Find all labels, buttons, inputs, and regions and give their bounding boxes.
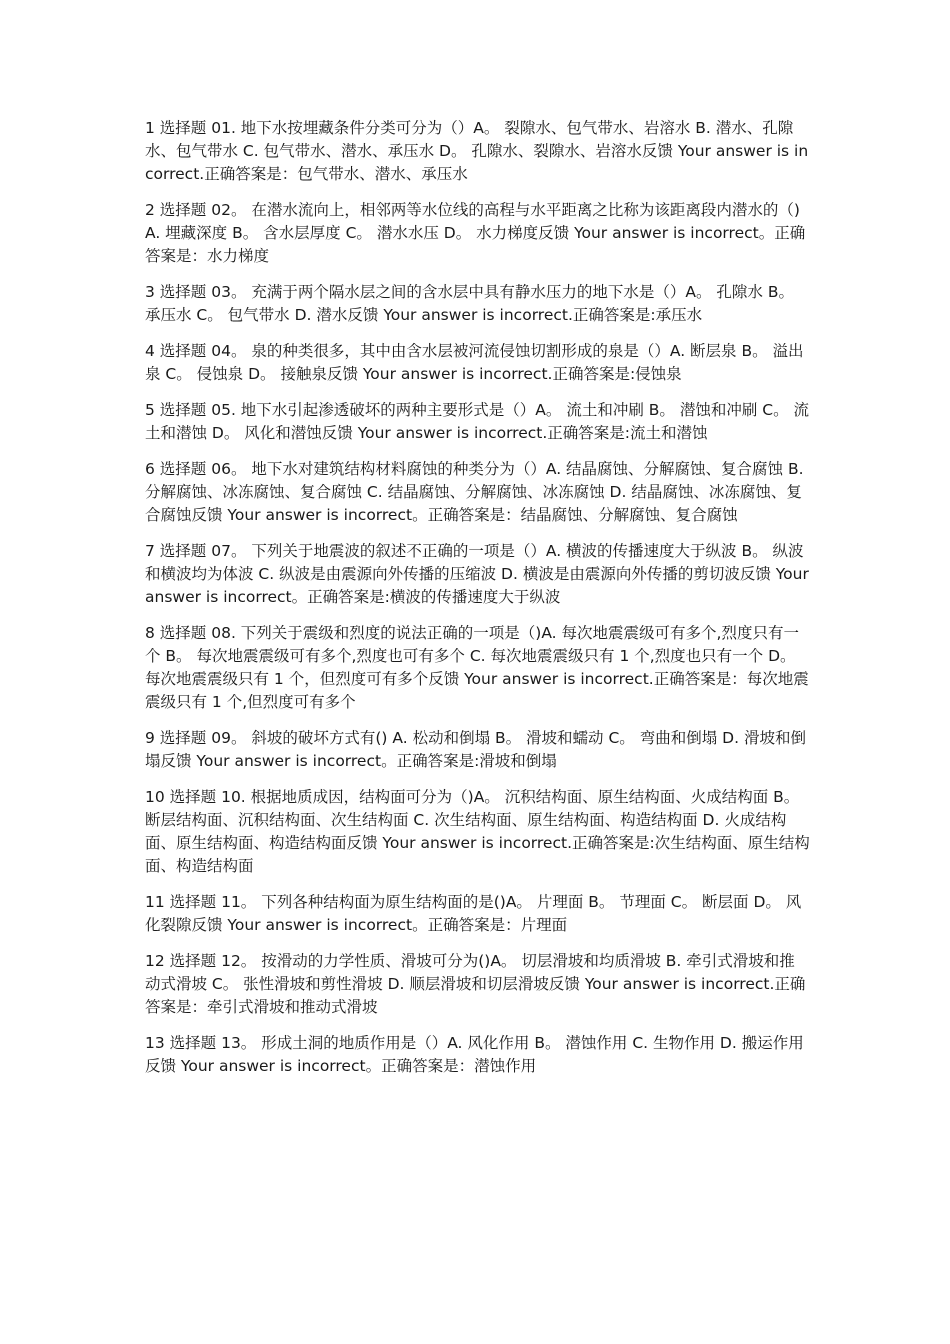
question-item-6: 6 选择题 06。 地下水对建筑结构材料腐蚀的种类分为（）A. 结晶腐蚀、分解腐蚀、复合腐蚀 B. 分解腐蚀、冰冻腐蚀、复合腐蚀 C. 结晶腐蚀、分解腐蚀、冰冻腐蚀 D. 结晶腐蚀、冰冻腐蚀、复合腐蚀反馈 Your answer is incorrect。正确答案是：结晶腐蚀、分解腐蚀、复合腐蚀	[145, 460, 804, 524]
question-item-12: 12 选择题 12。 按滑动的力学性质、滑坡可分为()A。 切层滑坡和均质滑坡 B. 牵引式滑坡和推动式滑坡 C。 张性滑坡和剪性滑坡 D. 顺层滑坡和切层滑坡反馈 Your answer is incorrect.正确答案是：牵引式滑坡和推动式滑坡	[145, 952, 806, 1016]
question-item-10: 10 选择题 10. 根据地质成因，结构面可分为（)A。 沉积结构面、原生结构面、火成结构面 B。 断层结构面、沉积结构面、次生结构面 C. 次生结构面、原生结构面、构造结构面 D. 火成结构面、原生结构面、构造结构面反馈 Your answer is incorrect.正确答案是:次生结构面、原生结构面、构造结构面	[145, 788, 810, 875]
question-item-3: 3 选择题 03。 充满于两个隔水层之间的含水层中具有静水压力的地下水是（）A。 孔隙水 B。 承压水 C。 包气带水 D. 潜水反馈 Your answer is incorrect.正确答案是:承压水	[145, 283, 794, 324]
question-item-2: 2 选择题 02。 在潜水流向上，相邻两等水位线的高程与水平距离之比称为该距离段内潜水的（)A. 埋藏深度 B。 含水层厚度 C。 潜水水压 D。 水力梯度反馈 Your answer is incorrect。正确答案是：水力梯度	[145, 201, 806, 265]
question-item-13: 13 选择题 13。 形成土洞的地质作用是（）A. 风化作用 B。 潜蚀作用 C. 生物作用 D. 搬运作用反馈 Your answer is incorrect。正确答案是：潜蚀作用	[145, 1034, 804, 1075]
question-item-9: 9 选择题 09。 斜坡的破坏方式有() A. 松动和倒塌 B。 滑坡和蠕动 C。 弯曲和倒塌 D. 滑坡和倒塌反馈 Your answer is incorrect。正确答案是:滑坡和倒塌	[145, 729, 806, 770]
question-item-4: 4 选择题 04。 泉的种类很多，其中由含水层被河流侵蚀切割形成的泉是（）A. 断层泉 B。 溢出泉 C。 侵蚀泉 D。 接触泉反馈 Your answer is incorrect.正确答案是:侵蚀泉	[145, 342, 804, 383]
question-item-7: 7 选择题 07。 下列关于地震波的叙述不正确的一项是（）A. 横波的传播速度大于纵波 B。 纵波和横波均为体波 C. 纵波是由震源向外传播的压缩波 D. 横波是由震源向外传播的剪切波反馈 Your answer is incorrect。正确答案是:横波的传播速度大于纵波	[145, 542, 809, 606]
document-body	[145, 117, 810, 1091]
question-item-5: 5 选择题 05. 地下水引起渗透破坏的两种主要形式是（）A。 流土和冲刷 B。 潜蚀和冲刷 C。 流土和潜蚀 D。 风化和潜蚀反馈 Your answer is incorrect.正确答案是:流土和潜蚀	[145, 401, 809, 442]
question-item-1: 1 选择题 01. 地下水按埋藏条件分类可分为（）A。 裂隙水、包气带水、岩溶水 B. 潜水、孔隙水、包气带水 C. 包气带水、潜水、承压水 D。 孔隙水、裂隙水、岩溶水反馈 Your answer is incorrect.正确答案是：包气带水、潜水、承压水	[145, 119, 809, 183]
question-item-11: 11 选择题 11。 下列各种结构面为原生结构面的是()A。 片理面 B。 节理面 C。 断层面 D。 风化裂隙反馈 Your answer is incorrect。正确答案是：片理面	[145, 893, 802, 934]
question-item-8: 8 选择题 08. 下列关于震级和烈度的说法正确的一项是（)A. 每次地震震级可有多个,烈度只有一个 B。 每次地震震级可有多个,烈度也可有多个 C. 每次地震震级只有 1 个,烈度也只有一个 D。 每次地震震级只有 1 个，但烈度可有多个反馈 Your answer is incorrect.正确答案是：每次地震震级只有 1 个,但烈度可有多个	[145, 624, 809, 711]
